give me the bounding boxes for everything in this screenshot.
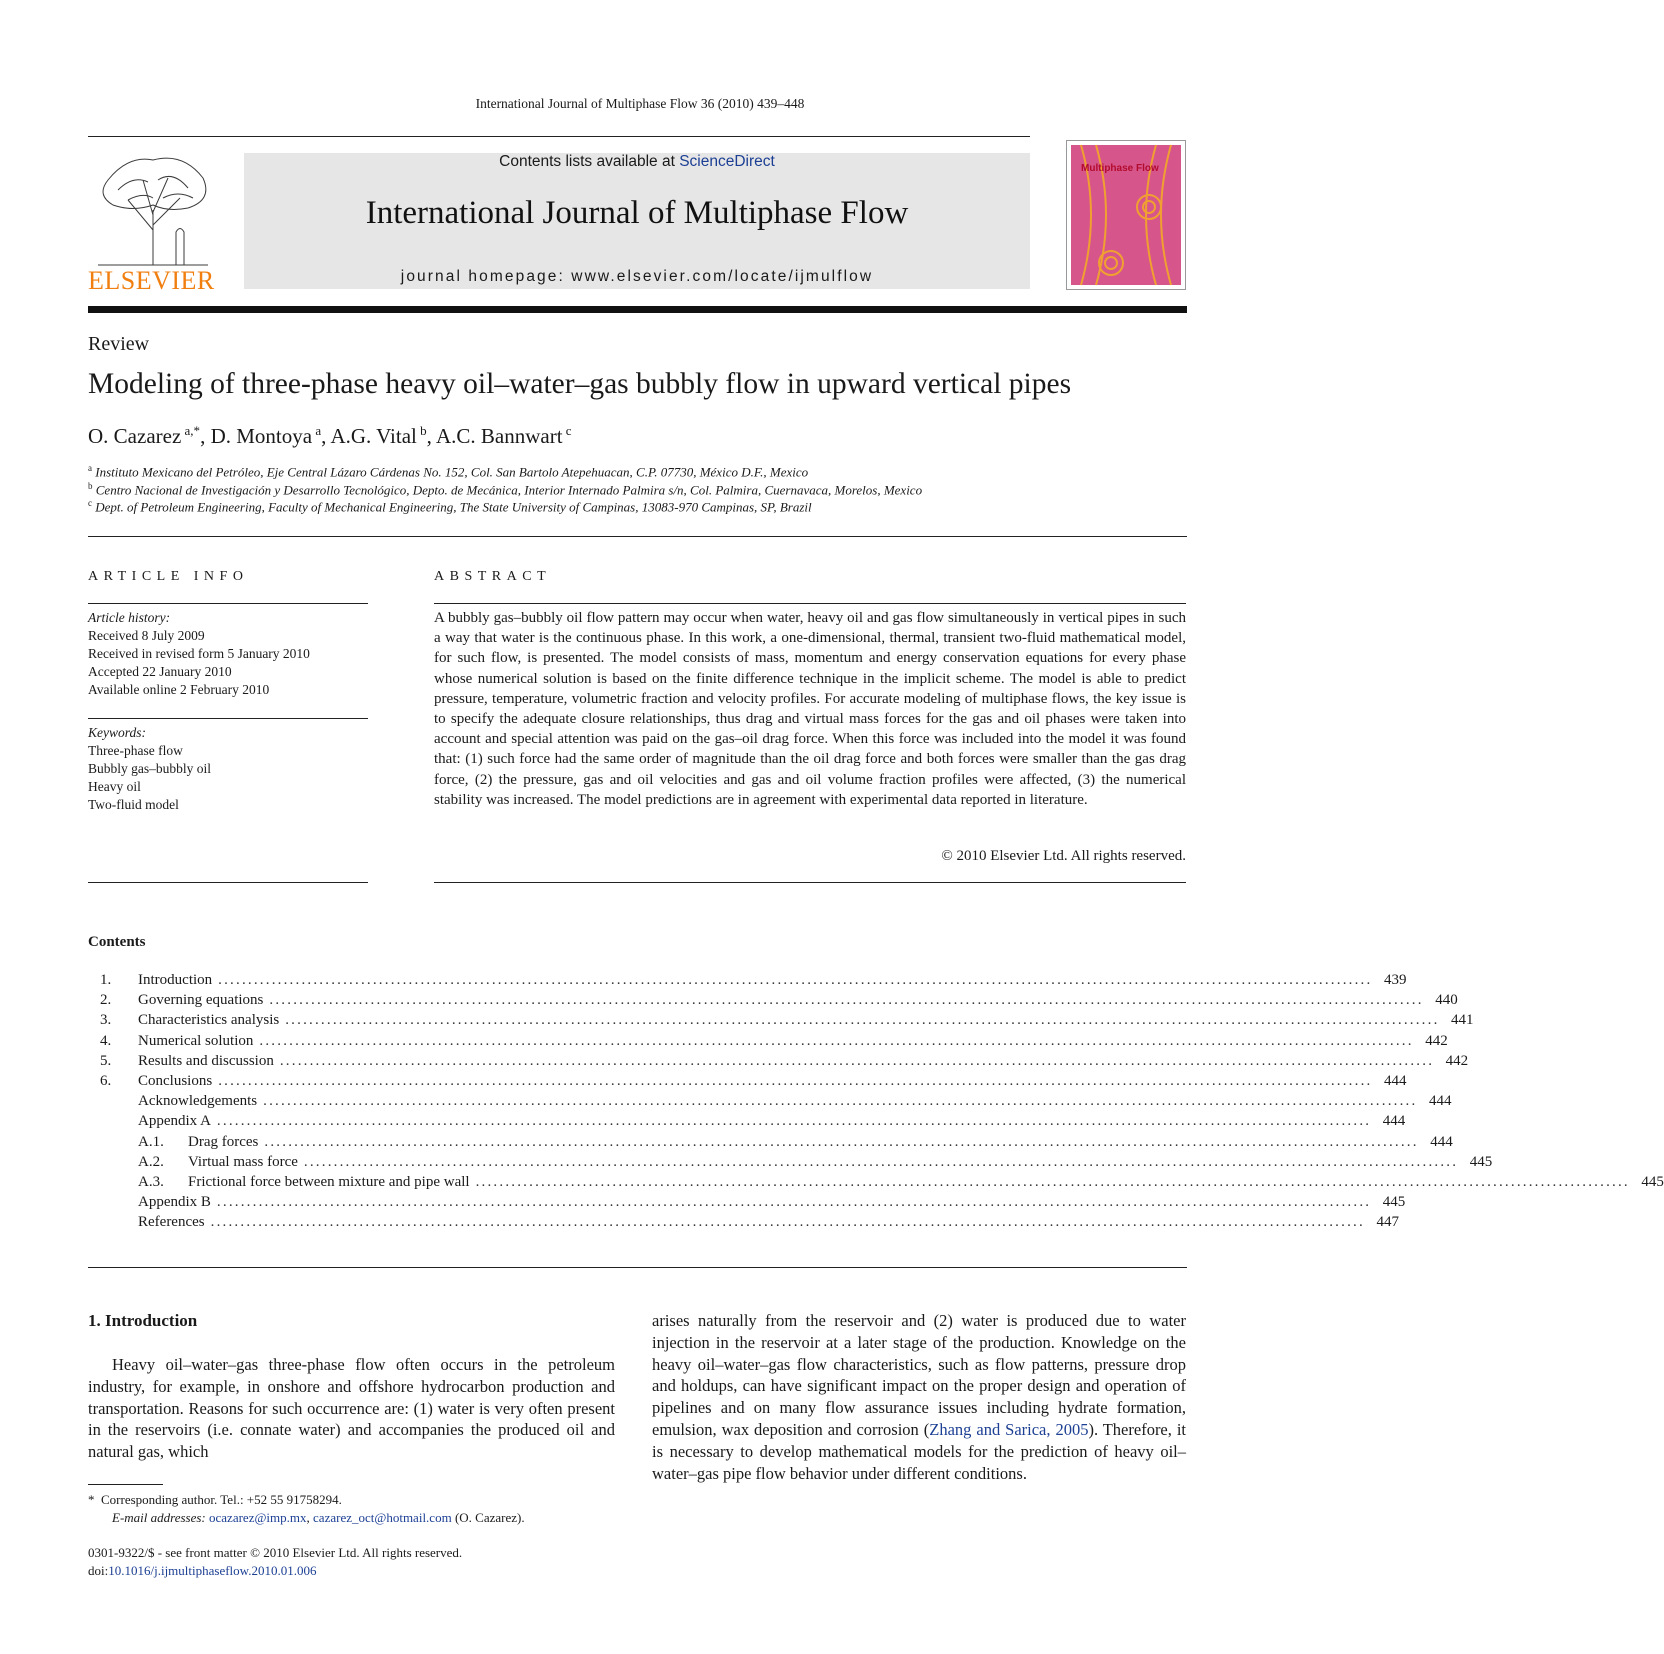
toc-entry[interactable]: 4. Numerical solution .................................................................................................................................................................................................. 442 — [100, 1032, 1448, 1049]
toc-entry[interactable]: Appendix B .................................................................................................................................................................................................. 445 — [138, 1194, 1406, 1211]
toc-entry[interactable]: 5. Results and discussion .................................................................................................................................................................................................. 442 — [100, 1052, 1469, 1069]
issn-line: 0301-9322/$ - see front matter © 2010 Elsevier Ltd. All rights reserved. — [88, 1545, 463, 1560]
toc-entry[interactable]: A.1. Drag forces .................................................................................................................................................................................................. 444 — [138, 1133, 1453, 1150]
journal-homepage[interactable]: journal homepage: www.elsevier.com/locate/ijmulflow — [400, 268, 874, 285]
history-item: Received 8 July 2009 — [88, 628, 205, 643]
abstract-text: A bubbly gas–bubbly oil flow pattern may occur when water, heavy oil and gas flow simultaneously in vertical pipes in such a way that water is the continuous phase. In this work, a one-dimensional, thermal, transient two-fluid mathematical model, for such flow, is presented. The model consists of mass, momentum and energy conservation equations for every phase whose numerical solution is based on the finite difference technique in the implicit scheme. The model is able to predict pressure, temperature, volumetric fraction and velocity profiles. For accurate modeling of multiphase flows, the key issue is to specify the adequate closure relationships, thus drag and virtual mass forces for the gas and oil phases were taken into account and special attention was paid on the gas–oil drag force. When this force was included into the model it was found that: (1) such force had the same order of magnitude than the oil drag force and both forces were smaller than the gas drag force, (2) the pressure, gas and oil velocities and gas and oil volume fraction profiles were affected, (3) the numerical stability was increased. The model predictions are in agreement with experimental data reported in literature. — [434, 610, 1186, 808]
doi-link[interactable]: 10.1016/j.ijmultiphaseflow.2010.01.006 — [108, 1563, 317, 1578]
doi-label: doi: — [88, 1563, 109, 1578]
abstract-heading: ABSTRACT — [434, 569, 552, 584]
article-type: Review — [88, 333, 150, 355]
author-name: D. Montoya — [210, 424, 313, 448]
corresponding-author: Corresponding author. Tel.: +52 55 91758294. — [101, 1492, 342, 1507]
toc-entry[interactable]: References .................................................................................................................................................................................................. 447 — [138, 1214, 1399, 1231]
email-label: E-mail addresses: — [112, 1510, 210, 1525]
author-name: O. Cazarez — [88, 424, 182, 448]
journal-title: International Journal of Multiphase Flow — [365, 195, 909, 231]
intro-paragraph-left: Heavy oil–water–gas three-phase flow often occurs in the petroleum industry, for example, in onshore and offshore hydrocarbon production and transportation. Reasons for such occurrence are: (1) water is very often present in the reservoirs (i.e. connate water) and accompanies the produced oil and natural gas, which — [88, 1355, 615, 1462]
header-divider — [88, 136, 1030, 137]
intro-paragraph-right: arises naturally from the reservoir and (2) water is produced due to water injection in the reservoir at a later stage of the production. Knowledge on the heavy oil–water–gas flow characteristics, such as flow patterns, pressure drop and holdups, can have significant impact on the proper design and operation of pipelines and on many flow assurance issues including hydrate formation, emulsion, wax deposition and corrosion (Zhang and Sarica, 2005). Therefore, it is necessary to develop mathematical models for the prediction of heavy oil–water–gas pipe flow behavior under different conditions. — [652, 1311, 1187, 1483]
toc-entry[interactable]: Appendix A .................................................................................................................................................................................................. 444 — [138, 1113, 1406, 1130]
article-title: Modeling of three-phase heavy oil–water–gas bubbly flow in upward vertical pipes — [88, 368, 1072, 400]
corresponding-author-footnote: * Corresponding author. Tel.: +52 55 91758294. E-mail addresses: ocazarez@imp.mx, cazarez_oct@hotmail.com (O. Cazarez). — [88, 1492, 525, 1525]
contents-available-line — [244, 153, 1030, 171]
affiliations-divider — [88, 536, 1187, 537]
affiliation: $^a$ Instituto Mexicano del Petróleo, Eje Central Lázaro Cárdenas No. 152, Col. San Bartolo Atepehuacan, C.P. 07730, México D.F., Mexico — [88, 463, 809, 480]
history-label: Article history: — [88, 610, 171, 625]
toc-entry[interactable]: 6. Conclusions .................................................................................................................................................................................................. 444 — [100, 1072, 1407, 1089]
table-of-contents — [100, 970, 1664, 1232]
article-info-heading: ARTICLE INFO — [88, 569, 249, 584]
keyword: Heavy oil — [88, 779, 141, 794]
author-affil-marker[interactable]: b — [420, 423, 427, 438]
footnote-marker: * — [88, 1492, 95, 1507]
abstract-copyright: © 2010 Elsevier Ltd. All rights reserved. — [941, 848, 1186, 864]
author-affil-marker[interactable]: a,* — [184, 423, 201, 438]
toc-entry[interactable]: 2. Governing equations .................................................................................................................................................................................................. 440 — [100, 992, 1458, 1009]
email-link[interactable]: ocazarez@imp.mx — [209, 1510, 307, 1525]
keywords — [88, 724, 211, 814]
citation-link[interactable]: Zhang and Sarica, 2005 — [929, 1419, 1089, 1439]
toc-entry[interactable]: Acknowledgements .................................................................................................................................................................................................. 444 — [138, 1093, 1452, 1110]
cover-title: Multiphase Flow — [1081, 163, 1159, 174]
sciencedirect-link[interactable]: ScienceDirect — [679, 153, 775, 170]
footnote-rule — [88, 1484, 163, 1485]
keywords-label: Keywords: — [88, 725, 146, 740]
author-affil-marker[interactable]: a — [315, 423, 322, 438]
author-name: A.C. Bannwart — [435, 424, 563, 448]
section-heading-introduction: 1. Introduction — [88, 1311, 198, 1330]
toc-entry[interactable]: A.3. Frictional force between mixture and pipe wall .................................................................................................................................................................................................. 445 — [138, 1173, 1664, 1190]
keyword: Two-fluid model — [88, 797, 179, 812]
affiliation: $^c$ Dept. of Petroleum Engineering, Faculty of Mechanical Engineering, The State University of Campinas, 13083-970 Campinas, SP, Brazil — [88, 498, 812, 515]
running-head: International Journal of Multiphase Flow 36 (2010) 439–448 — [475, 96, 805, 111]
keyword: Bubbly gas–bubbly oil — [88, 761, 212, 776]
journal-cover-image — [1066, 140, 1186, 290]
history-item: Received in revised form 5 January 2010 — [88, 646, 310, 661]
contents-heading: Contents — [88, 934, 146, 950]
toc-entry[interactable]: A.2. Virtual mass force .................................................................................................................................................................................................. 445 — [138, 1153, 1493, 1170]
affiliation: $^b$ Centro Nacional de Investigación y Desarrollo Tecnológico, Depto. de Mecánica, Interior Internado Palmira s/n, Col. Palmira, Cuernavaca, Morelos, Mexico — [88, 481, 923, 498]
article-history — [88, 609, 310, 699]
banner-thick-rule — [88, 306, 1187, 313]
contents-divider — [88, 1267, 1187, 1268]
elsevier-wordmark: ELSEVIER — [88, 266, 215, 295]
journal-banner — [244, 153, 1030, 289]
toc-entry[interactable]: 3. Characteristics analysis .................................................................................................................................................................................................. 441 — [100, 1012, 1474, 1029]
contents-prefix: Contents lists available at — [499, 153, 680, 170]
history-item: Available online 2 February 2010 — [88, 682, 270, 697]
keyword: Three-phase flow — [88, 743, 183, 758]
author-list: O. Cazarez $^{a,*}$, D. Montoya $^a$, A.G. Vital $^b$, A.C. Bannwart $^c$ — [88, 423, 572, 448]
email-link[interactable]: cazarez_oct@hotmail.com — [313, 1510, 452, 1525]
front-matter — [88, 1544, 462, 1580]
author-affil-marker[interactable]: c — [565, 423, 572, 438]
toc-entry[interactable]: 1. Introduction .................................................................................................................................................................................................. 439 — [100, 972, 1407, 988]
history-item: Accepted 22 January 2010 — [88, 664, 232, 679]
author-name: A.G. Vital — [330, 424, 417, 448]
